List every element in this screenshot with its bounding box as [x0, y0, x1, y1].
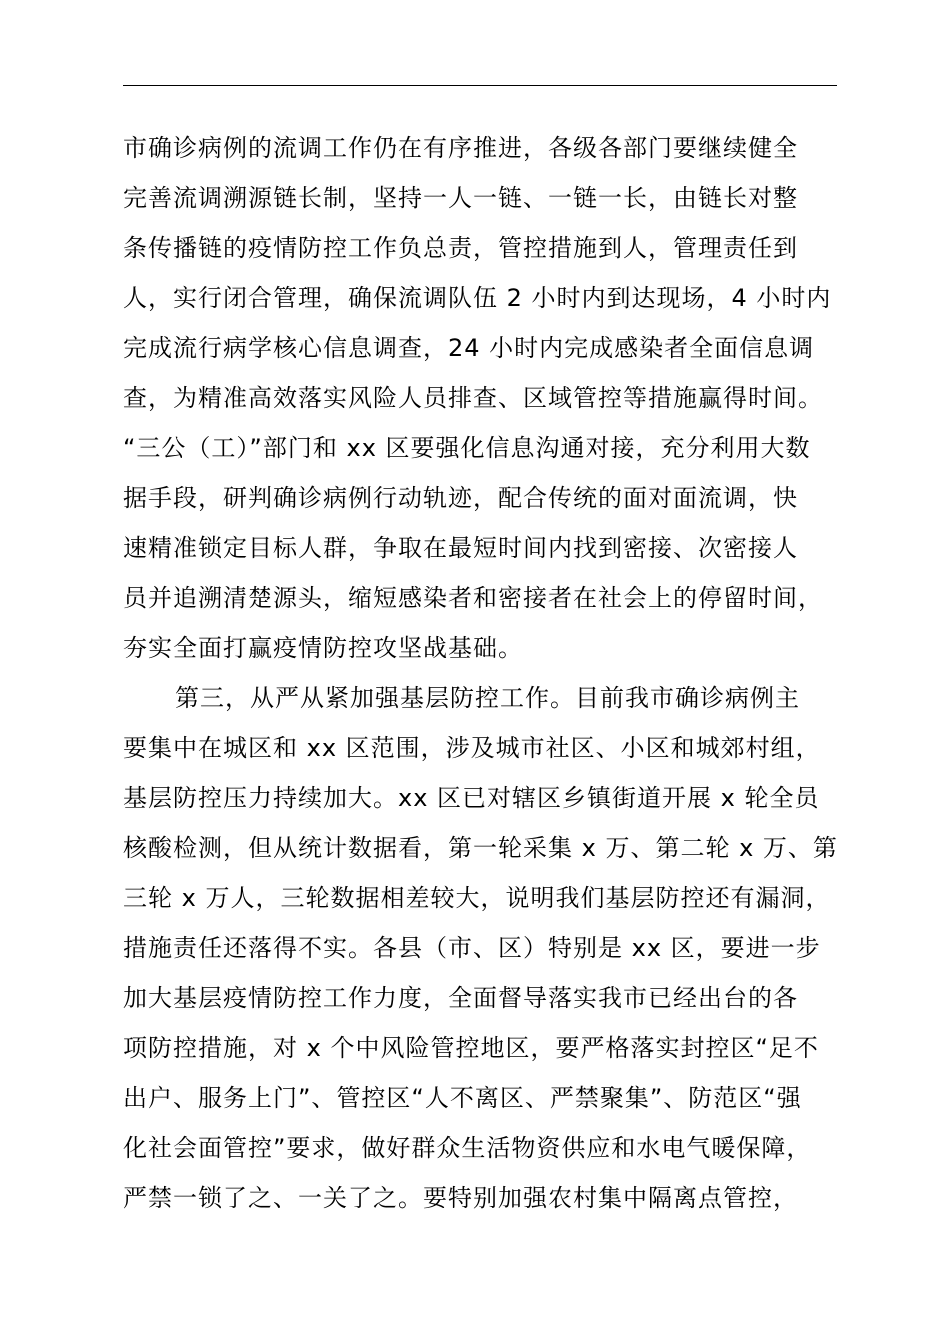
text-line: 夯实全面打赢疫情防控攻坚战基础。: [123, 634, 523, 662]
text-line: 员并追溯清楚源头，缩短感染者和密接者在社会上的停留时间，: [123, 584, 823, 612]
header-rule: [123, 85, 837, 86]
text-line: 严禁一锁了之、一关了之。要特别加强农村集中隔离点管控，: [123, 1184, 798, 1212]
paragraph-start-line: 第三，从严从紧加强基层防控工作。目前我市确诊病例主: [175, 684, 800, 712]
text-line: 化社会面管控”要求，做好群众生活物资供应和水电气暖保障，: [123, 1134, 812, 1162]
text-line: 完成流行病学核心信息调查，24 小时内完成感染者全面信息调: [123, 334, 815, 362]
text-line: 据手段，研判确诊病例行动轨迹，配合传统的面对面流调，快: [123, 484, 798, 512]
text-line: 项防控措施，对 x 个中风险管控地区，要严格落实封控区“足不: [123, 1034, 819, 1062]
text-line: 加大基层疫情防控工作力度，全面督导落实我市已经出台的各: [123, 984, 798, 1012]
text-line: 速精准锁定目标人群，争取在最短时间内找到密接、次密接人: [123, 534, 798, 562]
text-line: 出户、服务上门”、管控区“人不离区、严禁聚集”、防范区“强: [123, 1084, 802, 1112]
text-line: 基层防控压力持续加大。xx 区已对辖区乡镇街道开展 x 轮全员: [123, 784, 820, 812]
body-text: [123, 128, 863, 1228]
text-line: 要集中在城区和 xx 区范围，涉及城市社区、小区和城郊村组，: [123, 734, 821, 762]
text-line: 完善流调溯源链长制，坚持一人一链、一链一长，由链长对整: [123, 184, 798, 212]
text-line: 核酸检测，但从统计数据看，第一轮采集 x 万、第二轮 x 万、第: [123, 834, 838, 862]
text-line: 市确诊病例的流调工作仍在有序推进，各级各部门要继续健全: [123, 134, 798, 162]
text-line: 人，实行闭合管理，确保流调队伍 2 小时内到达现场，4 小时内: [123, 284, 832, 312]
text-line: “三公（工）”部门和 xx 区要强化信息沟通对接，充分利用大数: [123, 434, 811, 462]
text-line: 三轮 x 万人，三轮数据相差较大，说明我们基层防控还有漏洞，: [123, 884, 831, 912]
text-line: 措施责任还落得不实。各县（市、区）特别是 xx 区，要进一步: [123, 934, 821, 962]
text-line: 查，为精准高效落实风险人员排查、区域管控等措施赢得时间。: [123, 384, 823, 412]
text-line: 条传播链的疫情防控工作负总责，管控措施到人，管理责任到: [123, 234, 798, 262]
